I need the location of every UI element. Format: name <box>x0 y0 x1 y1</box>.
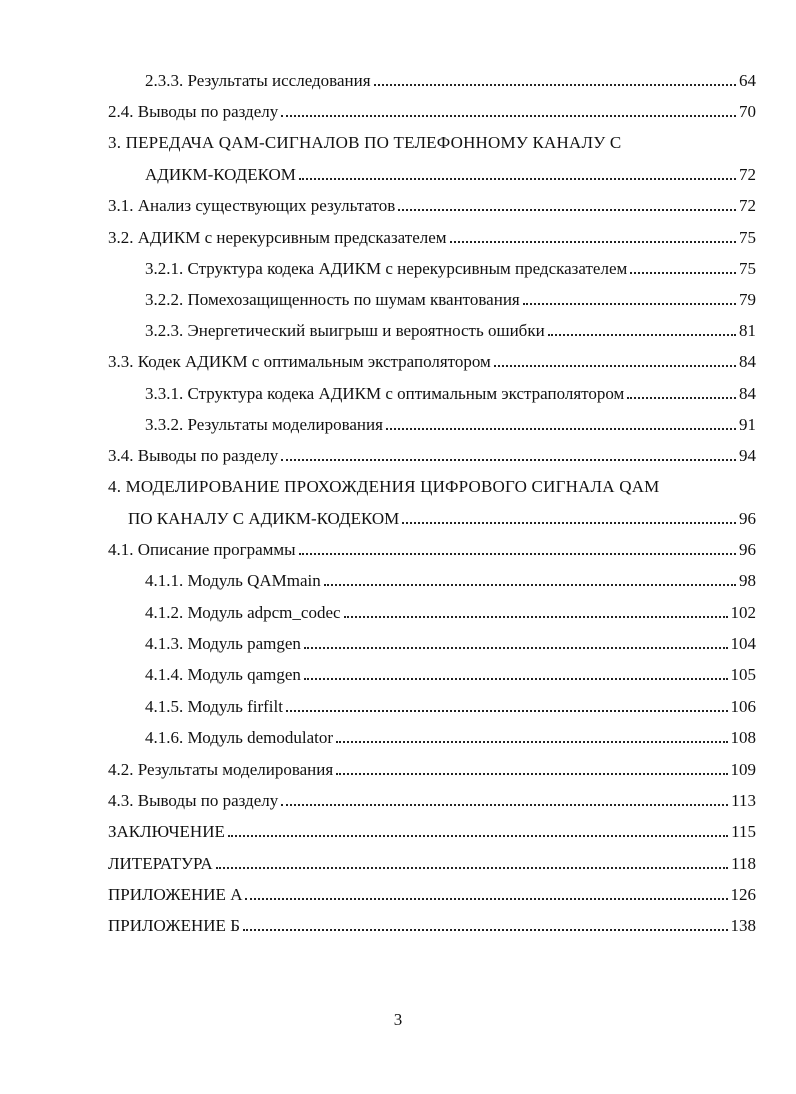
toc-label: ПО КАНАЛУ С АДИКМ-КОДЕКОМ <box>128 509 400 528</box>
toc-page-number: 126 <box>730 885 756 904</box>
toc-label: 3. ПЕРЕДАЧА QAM-СИГНАЛОВ ПО ТЕЛЕФОННОМУ КАНАЛУ С <box>108 133 622 152</box>
toc-page-number: 81 <box>739 321 756 340</box>
toc-entry-4-3[interactable] <box>108 784 756 812</box>
toc-label: 4.1.5. Модуль firfilt <box>145 697 283 716</box>
toc-label: 3.3. Кодек АДИКМ с оптимальным экстраполятором <box>108 352 491 371</box>
toc-label: 3.2.1. Структура кодека АДИКМ с нерекурсивным предсказателем <box>145 259 628 278</box>
toc-entry-literature[interactable] <box>108 847 756 875</box>
toc-page-number: 102 <box>730 603 756 622</box>
dot-leader <box>398 209 736 211</box>
toc-entry-3-4[interactable] <box>108 439 756 467</box>
toc-entry-3-2-3[interactable] <box>145 314 756 342</box>
page-number: 3 <box>393 1010 403 1029</box>
dot-leader <box>245 898 727 900</box>
toc-entry-3-3-2[interactable] <box>145 408 756 436</box>
toc-page-number: 106 <box>730 697 756 716</box>
toc-label: 3.1. Анализ существующих результатов <box>108 196 396 215</box>
toc-page-number: 96 <box>739 540 756 559</box>
toc-page-number: 113 <box>731 791 756 810</box>
dot-leader <box>450 241 736 243</box>
toc-entry-4-1-5[interactable] <box>145 690 756 718</box>
toc-page-number: 115 <box>731 822 756 841</box>
toc-label: 3.3.1. Структура кодека АДИКМ с оптимальным экстраполятором <box>145 384 625 403</box>
toc-label: ПРИЛОЖЕНИЕ Б <box>108 916 240 935</box>
toc-entry-4-1-1[interactable] <box>145 564 756 592</box>
toc-entry-4[interactable] <box>128 502 756 530</box>
toc-entry-4-1[interactable] <box>108 533 756 561</box>
dot-leader <box>299 178 736 180</box>
toc-page-number: 70 <box>739 102 756 121</box>
toc-entry-4-1-2[interactable] <box>145 596 756 624</box>
dot-leader <box>281 804 728 806</box>
toc-entry-2-4[interactable] <box>108 95 756 123</box>
toc-entry-4-1-4[interactable] <box>145 658 756 686</box>
toc-entry-3-2-1[interactable] <box>145 252 756 280</box>
dot-leader <box>228 835 728 837</box>
toc-label: 4.3. Выводы по разделу <box>108 791 279 810</box>
toc-entry-3-1[interactable] <box>108 189 756 217</box>
toc-entry-3-2[interactable] <box>108 221 756 249</box>
toc-entry-3-2-2[interactable] <box>145 283 756 311</box>
dot-leader <box>304 647 728 649</box>
toc-label: 4. МОДЕЛИРОВАНИЕ ПРОХОЖДЕНИЯ ЦИФРОВОГО СИГНАЛА QAM <box>108 477 660 496</box>
dot-leader <box>402 522 736 524</box>
dot-leader <box>286 710 728 712</box>
toc-label: 3.2.3. Энергетический выигрыш и вероятность ошибки <box>145 321 545 340</box>
toc-entry-4-1-6[interactable] <box>145 721 756 749</box>
toc-page-number: 75 <box>739 228 756 247</box>
toc-heading-3-line1 <box>108 126 621 154</box>
toc-label: ЛИТЕРАТУРА <box>108 854 213 873</box>
toc-label: 3.4. Выводы по разделу <box>108 446 279 465</box>
toc-label: 4.2. Результаты моделирования <box>108 760 334 779</box>
toc-label: 4.1.3. Модуль pamgen <box>145 634 301 653</box>
dot-leader <box>281 115 736 117</box>
toc-page-number: 79 <box>739 290 756 309</box>
dot-leader <box>630 272 736 274</box>
dot-leader <box>216 867 729 869</box>
toc-page-number: 72 <box>739 196 756 215</box>
toc-label: 4.1.1. Модуль QAMmain <box>145 571 321 590</box>
toc-page-number: 96 <box>739 509 756 528</box>
toc-page-number: 94 <box>739 446 756 465</box>
toc-page-number: 72 <box>739 165 756 184</box>
dot-leader <box>386 428 736 430</box>
dot-leader <box>627 397 736 399</box>
toc-page-number: 109 <box>730 760 756 779</box>
toc-entry-3-3-1[interactable] <box>145 377 756 405</box>
toc-entry-3[interactable] <box>145 158 756 186</box>
dot-leader <box>336 741 727 743</box>
toc-page-number: 91 <box>739 415 756 434</box>
toc-label: 4.1.6. Модуль demodulator <box>145 728 334 747</box>
toc-page-number: 118 <box>731 854 756 873</box>
toc-entry-conclusion[interactable] <box>108 815 756 843</box>
toc-label: 3.3.2. Результаты моделирования <box>145 415 383 434</box>
toc-label: ЗАКЛЮЧЕНИЕ <box>108 822 225 841</box>
toc-entry-4-2[interactable] <box>108 753 756 781</box>
toc-page-number: 98 <box>739 571 756 590</box>
dot-leader <box>281 459 736 461</box>
dot-leader <box>548 334 736 336</box>
toc-entry-2-3-3[interactable] <box>145 64 756 92</box>
dot-leader <box>304 678 728 680</box>
dot-leader <box>344 616 728 618</box>
dot-leader <box>324 584 736 586</box>
toc-page-number: 84 <box>739 352 756 371</box>
toc-label: 2.3.3. Результаты исследования <box>145 71 371 90</box>
dot-leader <box>299 553 736 555</box>
dot-leader <box>336 773 727 775</box>
toc-page-number: 64 <box>739 71 756 90</box>
toc-page-number: 138 <box>730 916 756 935</box>
dot-leader <box>243 929 728 931</box>
toc-heading-4-line1 <box>108 470 660 498</box>
toc-label: 2.4. Выводы по разделу <box>108 102 279 121</box>
dot-leader <box>374 84 736 86</box>
toc-label: ПРИЛОЖЕНИЕ А <box>108 885 243 904</box>
dot-leader <box>523 303 736 305</box>
toc-label: АДИКМ-КОДЕКОМ <box>145 165 296 184</box>
toc-page-number: 108 <box>730 728 756 747</box>
toc-entry-appendix-b[interactable] <box>108 909 756 937</box>
toc-page-number: 84 <box>739 384 756 403</box>
toc-page-number: 104 <box>730 634 756 653</box>
toc-label: 4.1.4. Модуль qamgen <box>145 665 301 684</box>
toc-entry-appendix-a[interactable] <box>108 878 756 906</box>
toc-label: 3.2. АДИКМ с нерекурсивным предсказателем <box>108 228 447 247</box>
toc-page-number: 75 <box>739 259 756 278</box>
toc-label: 4.1.2. Модуль adpcm_codec <box>145 603 341 622</box>
toc-label: 3.2.2. Помехозащищенность по шумам квантования <box>145 290 520 309</box>
toc-page-number: 105 <box>730 665 756 684</box>
toc-entry-4-1-3[interactable] <box>145 627 756 655</box>
toc-label: 4.1. Описание программы <box>108 540 296 559</box>
dot-leader <box>494 365 736 367</box>
toc-entry-3-3[interactable] <box>108 345 756 373</box>
